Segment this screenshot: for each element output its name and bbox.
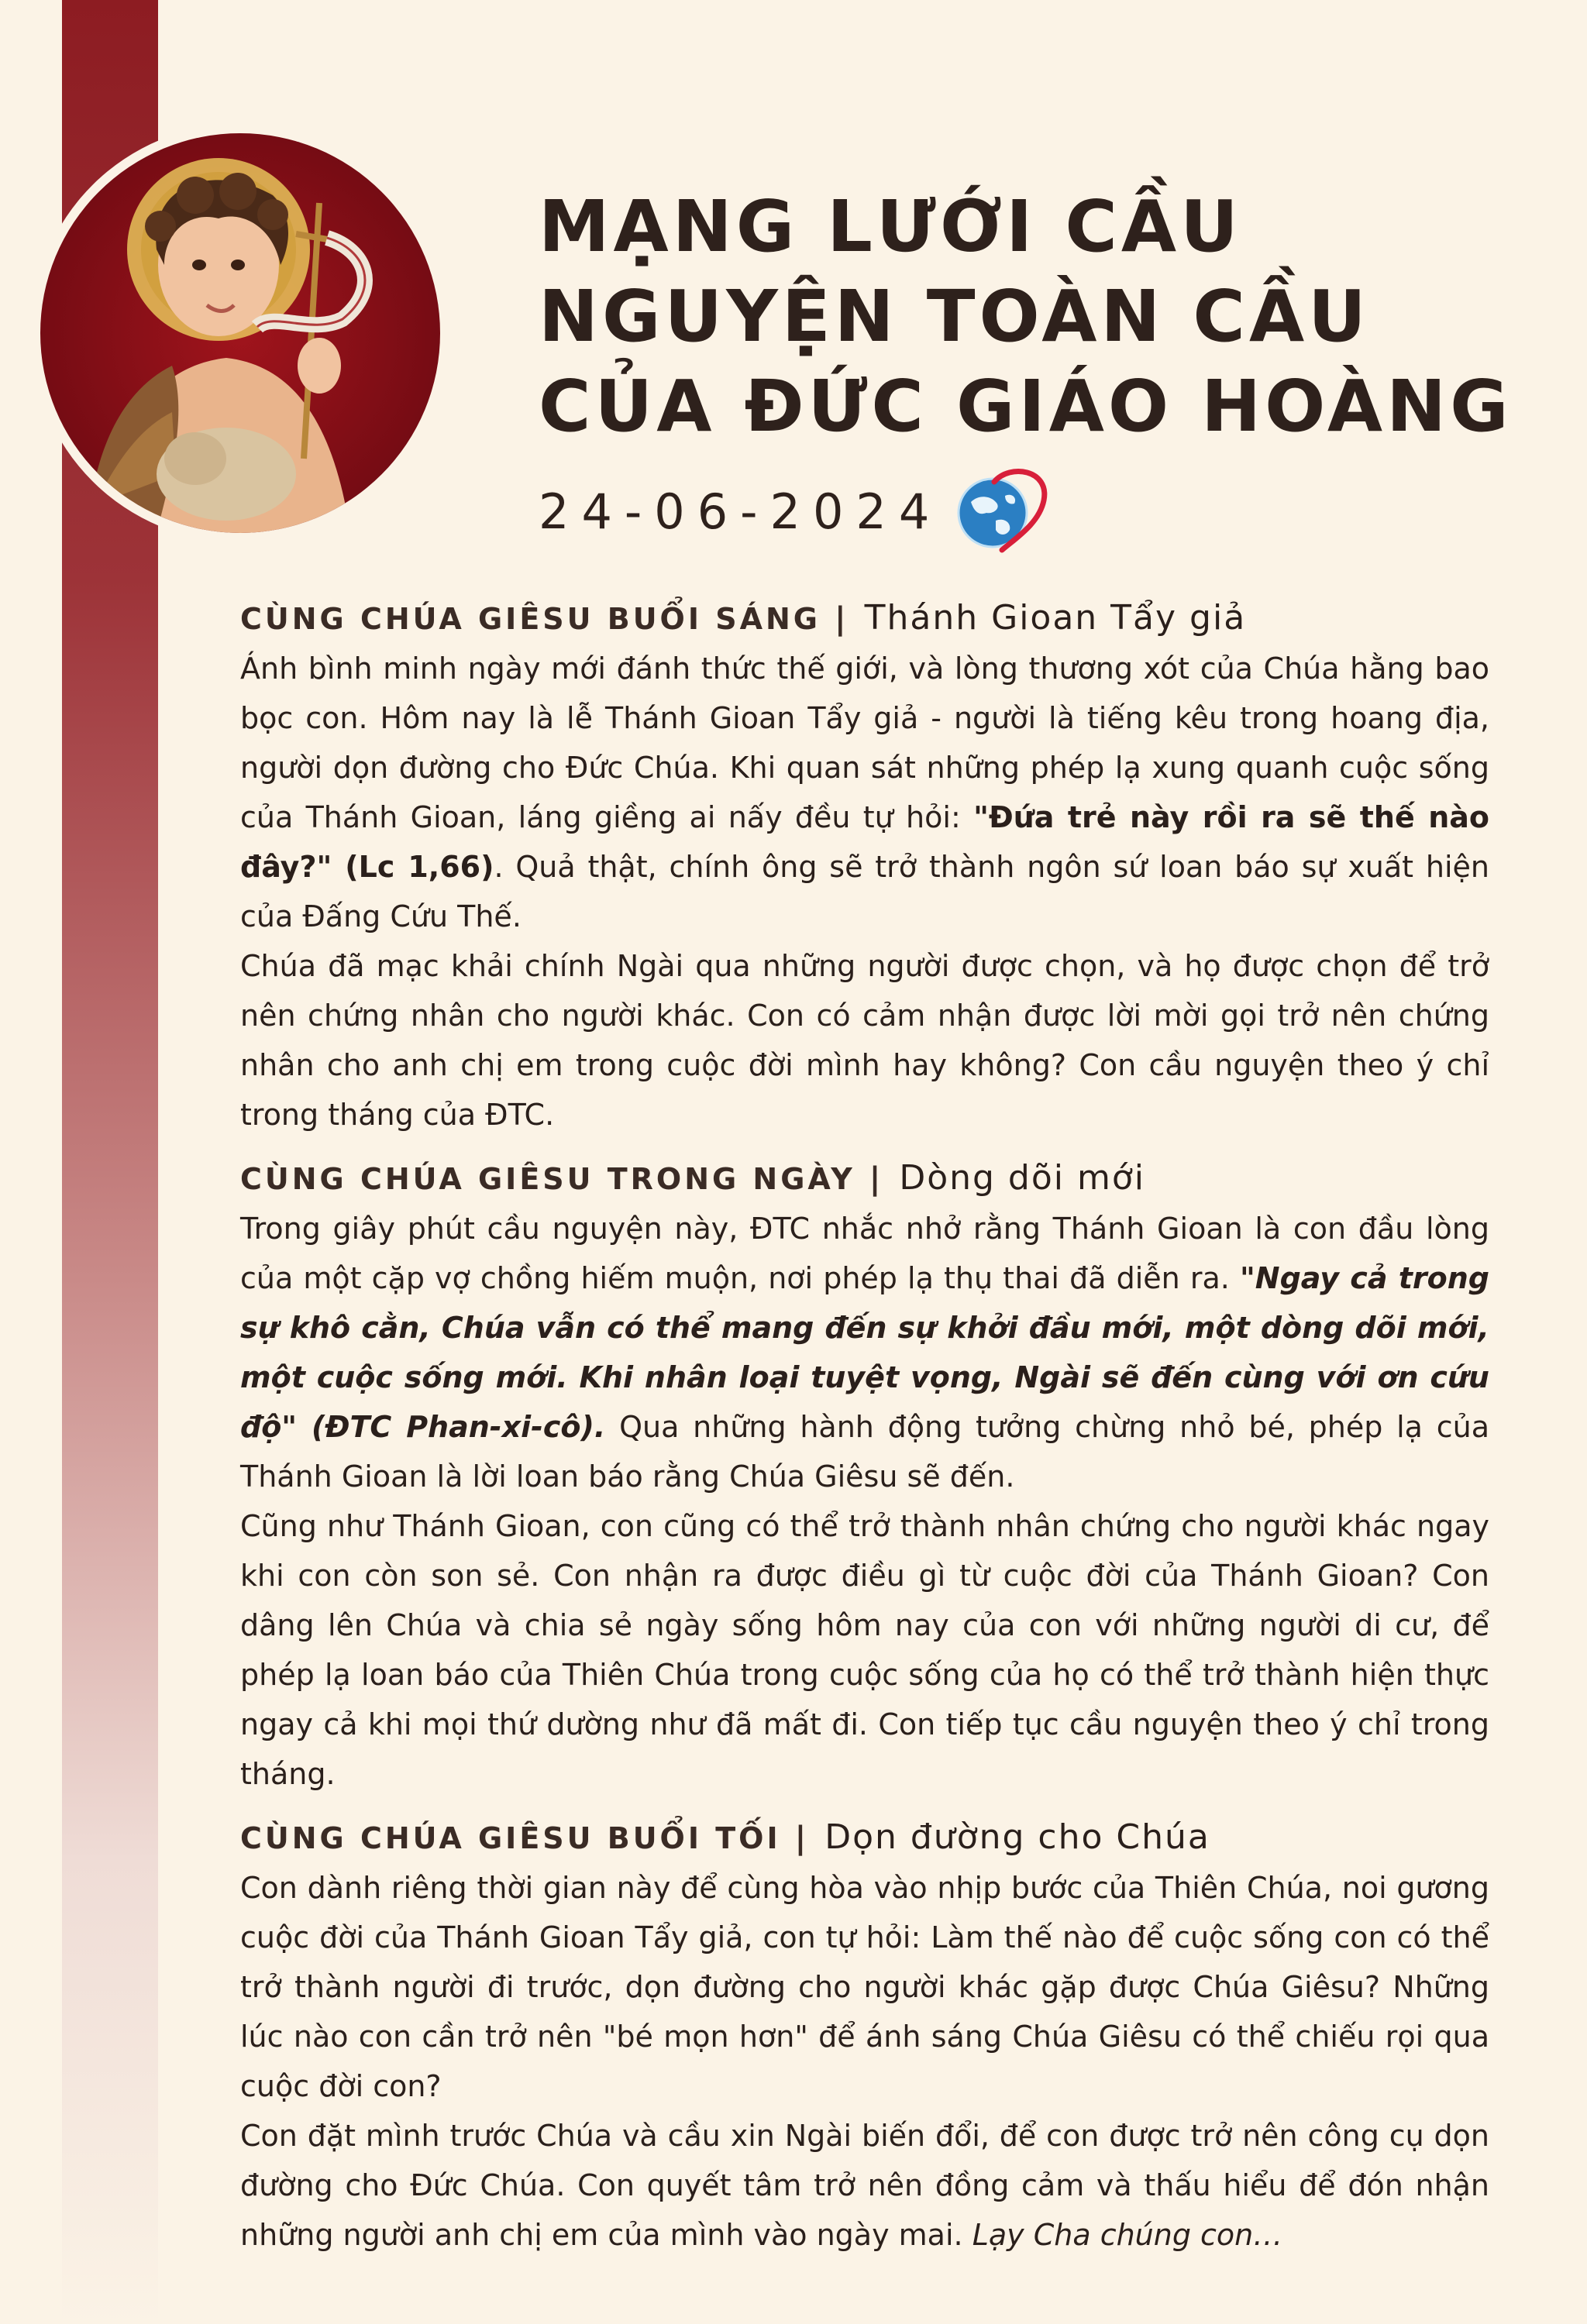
heading-separator: |: [835, 601, 846, 637]
heading-label: CÙNG CHÚA GIÊSU TRONG NGÀY: [240, 1162, 855, 1196]
heading-subtitle: Thánh Gioan Tẩy giả: [864, 598, 1247, 638]
text: Qua những hành động tưởng chừng nhỏ bé, phép lạ của Thánh Gioan là lời loan báo rằng Chúa Giêsu sẽ đến.: [240, 1410, 1489, 1494]
text: Ánh bình minh ngày mới đánh thức thế giới, và lòng thương xót của Chúa hằng bao bọc con. Hôm nay là lễ Thánh Gioan Tẩy giả - người là tiếng kêu trong hoang địa, người dọn đường cho Đức Chúa. Khi quan sát những phép lạ xung quanh cuộc sống của Thánh Gioan, láng giềng ai nấy đều tự hỏi:: [240, 651, 1489, 834]
page-title: [539, 182, 1546, 452]
section-heading: [240, 1817, 1489, 1857]
title-line-1: MẠNG LƯỚI CẦU: [539, 185, 1242, 268]
paragraph: Cũng như Thánh Gioan, con cũng có thể trở thành nhân chứng cho người khác ngay khi con còn son sẻ. Con nhận ra được điều gì từ cuộc đời của Thánh Gioan? Con dâng lên Chúa và chia sẻ ngày sống hôm nay của con với những người di cư, để phép lạ loan báo của Thiên Chúa trong cuộc sống của họ có thể trở thành hiện thực ngay cả khi mọi thứ dường như đã mất đi. Con tiếp tục cầu nguyện theo ý chỉ trong tháng.: [240, 1509, 1489, 1791]
content: [240, 598, 1489, 2260]
paragraph: [240, 2111, 1489, 2260]
paragraph: Con dành riêng thời gian này để cùng hòa vào nhịp bước của Thiên Chúa, noi gương cuộc đời của Thánh Gioan Tẩy giả, con tự hỏi: Làm thế nào để cuộc sống con có thể trở thành người đi trước, dọn đường cho người khác gặp được Chúa Giêsu? Những lúc nào con cần trở nên "bé mọn hơn" để ánh sáng Chúa Giêsu có thể chiếu rọi qua cuộc đời con?: [240, 1871, 1489, 2103]
bible-quote: "Đứa trẻ này rồi ra sẽ thế nào đây?" (Lc 1,66): [240, 800, 1490, 884]
section-evening: [240, 1817, 1489, 2260]
text: . Quả thật, chính ông sẽ trở thành ngôn sứ loan báo sự xuất hiện của Đấng Cứu Thế.: [240, 850, 1489, 933]
heading-subtitle: Dòng dõi mới: [899, 1158, 1145, 1198]
date-label: 24-06-2024: [539, 483, 942, 540]
saint-portrait-icon: [40, 133, 440, 533]
date-row: [539, 465, 1053, 558]
text: Trong giây phút cầu nguyện này, ĐTC nhắc nhở rằng Thánh Gioan là con đầu lòng của một cặp vợ chồng hiếm muộn, nơi phép lạ thụ thai đã diễn ra.: [240, 1212, 1489, 1295]
section-morning: [240, 598, 1489, 1140]
heading-label: CÙNG CHÚA GIÊSU BUỔI TỐI: [240, 1821, 781, 1855]
heading-label: CÙNG CHÚA GIÊSU BUỔI SÁNG: [240, 602, 821, 636]
globe-heart-logo-icon: [948, 465, 1053, 558]
paragraph: [240, 644, 1489, 941]
paragraph: [240, 1204, 1489, 1501]
text: Con đặt mình trước Chúa và cầu xin Ngài biến đổi, để con được trở nên công cụ dọn đường cho Đức Chúa. Con quyết tâm trở nên đồng cảm và thấu hiểu để đón nhận những người anh chị em của mình vào ngày mai.: [240, 2119, 1489, 2252]
paragraph: Chúa đã mạc khải chính Ngài qua những người được chọn, và họ được chọn để trở nên chứng nhân cho người khác. Con có cảm nhận được lời mời gọi trở nên chứng nhân cho anh chị em trong cuộc đời mình hay không? Con cầu nguyện theo ý chỉ trong tháng của ĐTC.: [240, 949, 1489, 1132]
heading-subtitle: Dọn đường cho Chúa: [824, 1817, 1210, 1857]
heading-separator: |: [869, 1161, 881, 1197]
heading-separator: |: [794, 1820, 807, 1856]
section-daytime: [240, 1158, 1489, 1799]
pope-quote: "Ngay cả trong sự khô cằn, Chúa vẫn có thể mang đến sự khởi đầu mới, một dòng dõi mới, một cuộc sống mới. Khi nhân loại tuyệt vọng, Ngài sẽ đến cùng với ơn cứu độ" (ĐTC Phan-xi-cô).: [240, 1261, 1489, 1444]
section-heading: [240, 598, 1489, 638]
closing-prayer: Lạy Cha chúng con…: [972, 2218, 1283, 2252]
section-heading: [240, 1158, 1489, 1198]
title-line-2: NGUYỆN TOÀN CẦU: [539, 275, 1370, 358]
title-line-3: CỦA ĐỨC GIÁO HOÀNG: [539, 365, 1513, 448]
